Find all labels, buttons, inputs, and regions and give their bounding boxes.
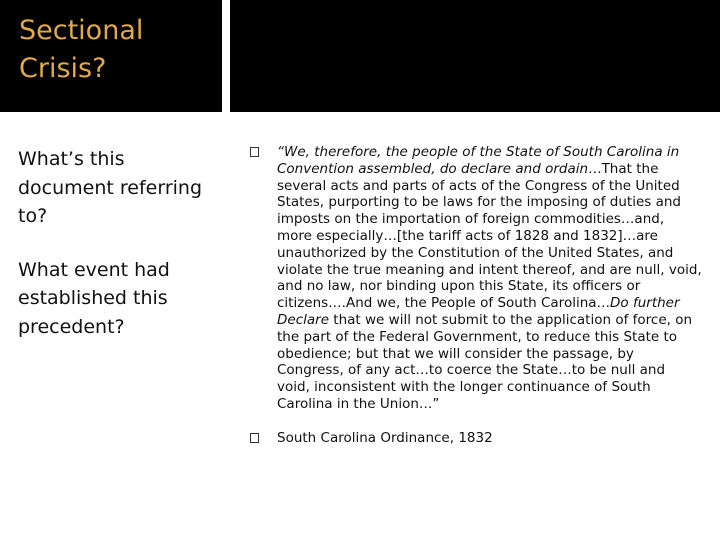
quote-body: …That the several acts and parts of acts of the Congress of the United States, purporting to be laws for the imposing of duties and imposts on the importation of foreign commodities…and, more especially…[the tariff acts of 1828 and 1832]…are unauthorized by the Constitution of the United States, and violate the true meaning and intent thereof, and are null, void, and no law, nor binding upon this State, its officers or citizens.…And we, the People of South Carolina… <box>277 160 702 312</box>
bullet-box-icon <box>250 147 259 157</box>
bullet-source <box>250 430 702 447</box>
quote-body-end: that we will not submit to the application of force, on the part of the Federal Government, to reduce this State to obedience; but that we will consider the passage, by Congress, of any act…to coerce the State…to be null and void, inconsistent with the longer continuance of South Carolina in the Union…” <box>277 311 693 412</box>
bullet-quote <box>250 144 702 413</box>
header-band <box>230 0 720 112</box>
right-content <box>250 144 702 464</box>
source-citation: South Carolina Ordinance, 1832 <box>277 429 493 446</box>
slide-title-line2: Crisis? <box>19 53 107 84</box>
question-precedent: What event had established this precedent? <box>18 258 170 338</box>
question-document: What’s this document referring to? <box>18 148 203 227</box>
quote-italic-declare: Do further Declare <box>277 295 680 328</box>
bullet-box-icon <box>250 433 259 443</box>
slide-title <box>19 12 214 88</box>
ordinance-quote <box>277 144 702 412</box>
quote-italic-opening: “We, therefore, the people of the State of South Carolina in Convention assembled, do declare and ordain <box>277 144 680 177</box>
slide-title-line1: Sectional <box>19 15 144 46</box>
left-questions <box>18 145 218 366</box>
